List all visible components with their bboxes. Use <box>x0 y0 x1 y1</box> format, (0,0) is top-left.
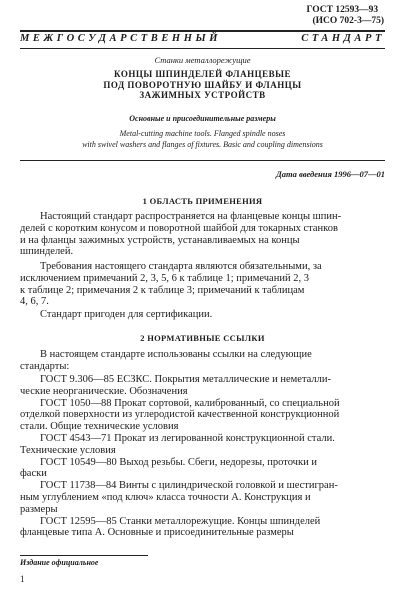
text-line: ГОСТ 11738—84 Винты с цилиндрической головкой и шестигран- <box>40 480 338 492</box>
title-line: КОНЦЫ ШПИНДЕЛЕЙ ФЛАНЦЕВЫЕ <box>114 69 291 79</box>
text-line: Настоящий стандарт распространяется на фланцевые концы шпин- <box>40 211 342 222</box>
text-line: исключением примечаний 2, 3, 5, 6 к таблице 1; примечаний 2, 3 <box>20 272 309 284</box>
text-line: 4, 6, 7. <box>20 296 49 308</box>
title-separator-rule <box>20 160 385 161</box>
banner-word-standard: СТАНДАРТ <box>301 33 385 44</box>
text-line: стали. Общие технические условия <box>20 421 179 433</box>
text-line: ным углублением «под ключ» класса точности А. Конструкция и <box>20 491 311 503</box>
scope-paragraph-3 <box>20 309 385 321</box>
references-list <box>20 374 385 539</box>
page-number: 1 <box>20 574 25 584</box>
gost-code-block <box>306 5 384 27</box>
text-line: стандарты: <box>20 360 70 372</box>
reference-item <box>20 374 385 398</box>
banner-bottom-rule <box>20 48 385 49</box>
text-line: к таблице 2; примечания 2 к таблице 3; примечаний к таблицам <box>20 284 305 296</box>
section-heading-references: 2 НОРМАТИВНЫЕ ССЫЛКИ <box>140 333 265 343</box>
english-title <box>20 128 385 150</box>
text-line: ГОСТ 9.306—85 ЕСЗКС. Покрытия металлические и неметалли- <box>40 374 332 385</box>
document-title <box>20 69 385 101</box>
iso-number: (ИСО 702-3—75) <box>312 16 384 26</box>
english-title-line: Metal-cutting machine tools. Flanged spindle noses <box>119 129 286 138</box>
reference-item <box>20 457 385 481</box>
english-title-line: with swivel washers and flanges of fixtures. Basic and coupling dimensions <box>82 140 323 149</box>
text-line: отделкой поверхности из углеродистой качественной конструкционной <box>20 409 340 421</box>
text-line: делей с коротким конусом и поворотной шайбой для токарных станков <box>20 222 338 234</box>
text-line: ГОСТ 4543—71 Прокат из легированной конструкционной стали. <box>40 432 335 444</box>
text-line: ГОСТ 10549—80 Выход резьбы. Сбеги, недорезы, проточки и <box>40 456 317 468</box>
text-line: Технические условия <box>20 444 116 456</box>
category-label: Станки металлорежущие <box>154 55 251 65</box>
text-line: Требования настоящего стандарта являются обязательными, за <box>40 261 322 272</box>
introduction-date: Дата введения 1996—07—01 <box>275 169 385 179</box>
text-line: фаски <box>20 468 47 480</box>
text-line: фланцевые типа А. Основные и присоединительные размеры <box>20 527 294 539</box>
footer-rule <box>20 555 148 556</box>
title-line: ЗАЖИМНЫХ УСТРОЙСТВ <box>139 90 266 100</box>
references-intro <box>20 349 385 373</box>
text-line: ческие неорганические. Обозначения <box>20 385 188 397</box>
banner-word-interstate: МЕЖГОСУДАРСТВЕННЫЙ <box>20 33 222 44</box>
scope-paragraph-1 <box>20 211 385 258</box>
standard-banner <box>20 33 385 44</box>
text-line: ГОСТ 1050—88 Прокат сортовой, калиброванный, со специальной <box>40 397 340 409</box>
reference-item <box>20 398 385 433</box>
text-line: Стандарт пригоден для сертификации. <box>40 309 213 320</box>
banner-top-rule <box>20 30 385 32</box>
section-heading-scope: 1 ОБЛАСТЬ ПРИМЕНЕНИЯ <box>142 196 263 206</box>
text-line: размеры <box>20 503 58 515</box>
scope-paragraph-2 <box>20 261 385 308</box>
text-line: В настоящем стандарте использованы ссылки на следующие <box>40 349 312 360</box>
title-line: ПОД ПОВОРОТНУЮ ШАЙБУ И ФЛАНЦЫ <box>103 79 302 90</box>
reference-item <box>20 433 385 457</box>
text-line: шпинделей. <box>20 246 74 258</box>
reference-item <box>20 480 385 515</box>
gost-number: ГОСТ 12593—93 <box>306 5 379 15</box>
text-line: и на фланцы зажимных устройств, устанавливаемых на концы <box>20 234 300 246</box>
text-line: ГОСТ 12595—85 Станки металлорежущие. Концы шпинделей <box>40 515 321 527</box>
document-subtitle: Основные и присоединительные размеры <box>129 114 276 123</box>
edition-note: Издание официальное <box>20 558 99 567</box>
reference-item <box>20 516 385 540</box>
